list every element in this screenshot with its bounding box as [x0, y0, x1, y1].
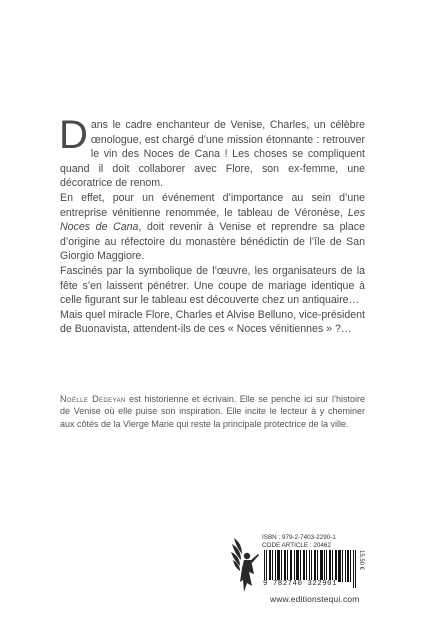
- barcode-block: [262, 534, 372, 594]
- price: 15,50 €: [358, 550, 364, 571]
- blurb-paragraph-2-text-b: , doit revenir à Venise et reprendre sa place d’origine au réfectoire du monastère bénédictin de l’île de San Giorgio Maggiore.: [60, 221, 365, 263]
- publisher-website: www.editionstequi.com: [270, 594, 360, 604]
- blurb-paragraph-2: [60, 191, 365, 264]
- back-cover-blurb: [59, 113, 365, 337]
- author-bio: [60, 393, 365, 430]
- author-bio-text: est historienne et écrivain. Elle se penche ici sur l’histoire de Venise où elle puise son inspiration. Elle incite le lecteur à y cheminer aux côtés de la Vierge Marie qui reste la principale protectrice de la ville.: [60, 394, 365, 429]
- blurb-paragraph-3: Fascinés par la symbolique de l’œuvre, les organisateurs de la fête s’en laissent pénétrer. Une coupe de mariage identique à celle figurant sur le tableau est découverte chez un antiquaire…: [60, 264, 365, 307]
- blurb-paragraph-4: Mais quel miracle Flore, Charles et Alvise Belluno, vice-président de Buonavista, attendent-ils de ces « Noces vénitiennes » ?…: [60, 308, 365, 336]
- winged-angel-logo-icon: [230, 536, 262, 594]
- isbn-number: ISBN : 979-2-7403-2290-1: [262, 534, 336, 541]
- code-article: CODE ARTICLE : 20462: [262, 542, 331, 549]
- blurb-paragraph-1-text: ans le cadre enchanteur de Venise, Charles, un célèbre œnologue, est chargé d’une mission étonnante : retrouver le vin des Noces de Cana ! Les choses se compliquent quand il doit collaborer avec Flore, son ex-femme, une décoratrice de renom.: [60, 119, 365, 190]
- blurb-paragraph-1: [59, 113, 365, 191]
- author-name: Noëlle Dedeyan: [60, 394, 126, 404]
- painting-title: Les Noces de Cana: [60, 206, 365, 234]
- blurb-paragraph-2-text-a: En effet, pour un événement d’importance au sein d’une entreprise vénitienne renommée, le tableau de Véronèse,: [60, 191, 365, 219]
- barcode-digits: 9 782740 322901: [263, 580, 338, 588]
- drop-cap: D: [59, 113, 88, 157]
